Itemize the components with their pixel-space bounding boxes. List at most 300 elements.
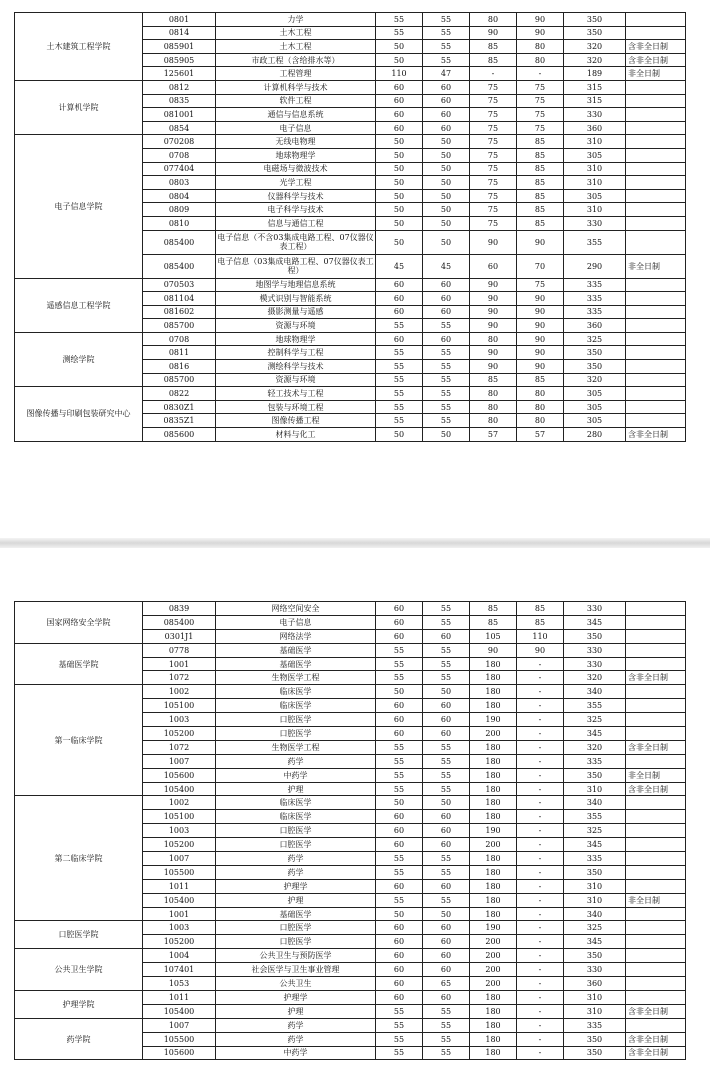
total-score-cell: 280 [564,428,626,442]
politics-score-cell: 55 [376,319,423,333]
subject1-score-cell: 85 [470,40,517,54]
note-cell: 非全日制 [626,254,686,278]
subject1-score-cell: 75 [470,94,517,108]
total-score-cell: 360 [564,121,626,135]
subject2-score-cell: 75 [517,108,564,122]
politics-score-cell: 60 [376,80,423,94]
english-score-cell: 60 [423,629,470,643]
english-score-cell: 55 [423,400,470,414]
major-code-cell: 085905 [143,53,216,67]
politics-score-cell: 55 [376,346,423,360]
major-code-cell: 081001 [143,108,216,122]
subject2-score-cell: - [517,824,564,838]
total-score-cell: 189 [564,67,626,81]
note-cell [626,121,686,135]
politics-score-cell: 60 [376,810,423,824]
major-name-cell: 资源与环境 [216,373,376,387]
subject2-score-cell: 90 [517,305,564,319]
english-score-cell: 55 [423,671,470,685]
total-score-cell: 305 [564,387,626,401]
total-score-cell: 330 [564,602,626,616]
table-row [15,602,686,616]
subject1-score-cell: 105 [470,629,517,643]
table-row [15,80,686,94]
major-name-cell: 护理 [216,782,376,796]
politics-score-cell: 60 [376,108,423,122]
subject2-score-cell: 90 [517,13,564,27]
major-code-cell: 1003 [143,713,216,727]
total-score-cell: 350 [564,949,626,963]
note-cell [626,162,686,176]
subject1-score-cell: 90 [470,230,517,254]
table-row [15,13,686,27]
major-name-cell: 药学 [216,1018,376,1032]
politics-score-cell: 60 [376,824,423,838]
major-name-cell: 力学 [216,13,376,27]
note-cell [626,935,686,949]
major-name-cell: 图像传播工程 [216,414,376,428]
politics-score-cell: 50 [376,135,423,149]
total-score-cell: 360 [564,977,626,991]
politics-score-cell: 60 [376,727,423,741]
table-row [15,990,686,1004]
major-code-cell: 1007 [143,852,216,866]
total-score-cell: 320 [564,373,626,387]
subject2-score-cell: 90 [517,230,564,254]
total-score-cell: 350 [564,26,626,40]
note-cell [626,727,686,741]
note-cell [626,13,686,27]
major-name-cell: 临床医学 [216,699,376,713]
major-name-cell: 电子信息（03集成电路工程、07仪器仪表工程） [216,254,376,278]
politics-score-cell: 55 [376,26,423,40]
english-score-cell: 55 [423,414,470,428]
note-cell [626,1018,686,1032]
college-name-cell: 电子信息学院 [15,135,143,278]
total-score-cell: 305 [564,414,626,428]
subject2-score-cell: 70 [517,254,564,278]
english-score-cell: 55 [423,346,470,360]
major-name-cell: 基础医学 [216,657,376,671]
college-name-cell: 国家网络安全学院 [15,602,143,644]
politics-score-cell: 60 [376,602,423,616]
major-name-cell: 社会医学与卫生事业管理 [216,963,376,977]
major-code-cell: 0301J1 [143,629,216,643]
major-code-cell: 1011 [143,879,216,893]
note-cell: 非全日制 [626,67,686,81]
major-name-cell: 口腔医学 [216,838,376,852]
total-score-cell: 335 [564,292,626,306]
major-code-cell: 081104 [143,292,216,306]
major-code-cell: 085700 [143,373,216,387]
major-code-cell: 105600 [143,1046,216,1060]
major-code-cell: 125601 [143,67,216,81]
politics-score-cell: 55 [376,1046,423,1060]
english-score-cell: 55 [423,13,470,27]
subject1-score-cell: 200 [470,838,517,852]
major-name-cell: 无线电物理 [216,135,376,149]
note-cell [626,346,686,360]
english-score-cell: 50 [423,428,470,442]
english-score-cell: 60 [423,278,470,292]
major-name-cell: 计算机科学与技术 [216,80,376,94]
subject2-score-cell: 85 [517,615,564,629]
subject1-score-cell: 90 [470,360,517,374]
english-score-cell: 55 [423,768,470,782]
politics-score-cell: 55 [376,865,423,879]
major-code-cell: 085901 [143,40,216,54]
major-name-cell: 光学工程 [216,176,376,190]
politics-score-cell: 55 [376,1004,423,1018]
total-score-cell: 330 [564,216,626,230]
major-code-cell: 0708 [143,148,216,162]
english-score-cell: 60 [423,727,470,741]
politics-score-cell: 50 [376,230,423,254]
politics-score-cell: 60 [376,94,423,108]
note-cell [626,657,686,671]
major-code-cell: 081602 [143,305,216,319]
college-name-cell: 口腔医学院 [15,921,143,949]
subject1-score-cell: 180 [470,893,517,907]
english-score-cell: 50 [423,796,470,810]
total-score-cell: 350 [564,865,626,879]
major-code-cell: 1001 [143,907,216,921]
total-score-cell: 350 [564,1046,626,1060]
politics-score-cell: 55 [376,1018,423,1032]
subject1-score-cell: 90 [470,346,517,360]
major-code-cell: 105500 [143,1032,216,1046]
english-score-cell: 55 [423,1032,470,1046]
subject1-score-cell: 180 [470,810,517,824]
english-score-cell: 55 [423,1018,470,1032]
total-score-cell: 330 [564,657,626,671]
politics-score-cell: 45 [376,254,423,278]
note-cell [626,292,686,306]
note-cell [626,305,686,319]
note-cell: 含非全日制 [626,740,686,754]
english-score-cell: 60 [423,810,470,824]
subject1-score-cell: 180 [470,796,517,810]
english-score-cell: 60 [423,332,470,346]
college-name-cell: 第一临床学院 [15,685,143,796]
major-code-cell: 1001 [143,657,216,671]
major-name-cell: 材料与化工 [216,428,376,442]
english-score-cell: 55 [423,1004,470,1018]
major-name-cell: 临床医学 [216,810,376,824]
politics-score-cell: 55 [376,852,423,866]
note-cell: 含非全日制 [626,782,686,796]
subject2-score-cell: - [517,754,564,768]
politics-score-cell: 50 [376,53,423,67]
major-code-cell: 0812 [143,80,216,94]
major-name-cell: 药学 [216,865,376,879]
politics-score-cell: 50 [376,148,423,162]
politics-score-cell: 60 [376,278,423,292]
note-cell [626,615,686,629]
total-score-cell: 345 [564,935,626,949]
note-cell [626,135,686,149]
subject2-score-cell: - [517,67,564,81]
note-cell [626,810,686,824]
subject1-score-cell: 180 [470,768,517,782]
major-name-cell: 护理学 [216,879,376,893]
english-score-cell: 60 [423,921,470,935]
subject1-score-cell: - [470,67,517,81]
subject2-score-cell: 80 [517,40,564,54]
total-score-cell: 290 [564,254,626,278]
total-score-cell: 305 [564,148,626,162]
major-name-cell: 地球物理学 [216,148,376,162]
subject2-score-cell: - [517,879,564,893]
subject1-score-cell: 190 [470,713,517,727]
note-cell [626,26,686,40]
politics-score-cell: 50 [376,428,423,442]
subject2-score-cell: - [517,1018,564,1032]
subject1-score-cell: 85 [470,602,517,616]
english-score-cell: 60 [423,121,470,135]
politics-score-cell: 60 [376,935,423,949]
politics-score-cell: 50 [376,685,423,699]
note-cell [626,373,686,387]
total-score-cell: 310 [564,162,626,176]
major-code-cell: 0835 [143,94,216,108]
major-name-cell: 口腔医学 [216,921,376,935]
note-cell [626,852,686,866]
politics-score-cell: 60 [376,977,423,991]
total-score-cell: 360 [564,319,626,333]
english-score-cell: 55 [423,26,470,40]
note-cell [626,360,686,374]
college-name-cell: 遥感信息工程学院 [15,278,143,332]
note-cell: 含非全日制 [626,1004,686,1018]
note-cell [626,629,686,643]
subject1-score-cell: 200 [470,977,517,991]
total-score-cell: 305 [564,400,626,414]
major-name-cell: 土木工程 [216,40,376,54]
subject2-score-cell: 85 [517,373,564,387]
total-score-cell: 350 [564,629,626,643]
note-cell [626,879,686,893]
politics-score-cell: 60 [376,121,423,135]
english-score-cell: 50 [423,162,470,176]
table-row [15,278,686,292]
note-cell [626,713,686,727]
subject2-score-cell: 57 [517,428,564,442]
politics-score-cell: 60 [376,713,423,727]
politics-score-cell: 60 [376,838,423,852]
note-cell [626,387,686,401]
college-name-cell: 公共卫生学院 [15,949,143,991]
total-score-cell: 310 [564,990,626,1004]
total-score-cell: 345 [564,727,626,741]
subject2-score-cell: 90 [517,26,564,40]
major-code-cell: 0801 [143,13,216,27]
score-table-body [15,13,686,442]
english-score-cell: 55 [423,852,470,866]
document-page-1 [0,0,710,540]
subject2-score-cell: - [517,768,564,782]
major-name-cell: 药学 [216,754,376,768]
major-name-cell: 电子信息（不含03集成电路工程、07仪器仪表工程） [216,230,376,254]
subject2-score-cell: - [517,852,564,866]
table-row [15,921,686,935]
politics-score-cell: 50 [376,162,423,176]
note-cell [626,176,686,190]
total-score-cell: 320 [564,671,626,685]
politics-score-cell: 55 [376,373,423,387]
english-score-cell: 50 [423,135,470,149]
major-code-cell: 1007 [143,1018,216,1032]
english-score-cell: 55 [423,893,470,907]
english-score-cell: 50 [423,148,470,162]
total-score-cell: 320 [564,53,626,67]
subject2-score-cell: - [517,935,564,949]
table-row [15,332,686,346]
major-name-cell: 电子信息 [216,121,376,135]
politics-score-cell: 60 [376,699,423,713]
major-code-cell: 0804 [143,189,216,203]
total-score-cell: 325 [564,713,626,727]
major-code-cell: 0854 [143,121,216,135]
major-code-cell: 105500 [143,865,216,879]
subject2-score-cell: - [517,713,564,727]
note-cell: 含非全日制 [626,1046,686,1060]
college-name-cell: 土木建筑工程学院 [15,13,143,81]
major-code-cell: 1072 [143,740,216,754]
note-cell [626,865,686,879]
english-score-cell: 55 [423,387,470,401]
total-score-cell: 355 [564,230,626,254]
english-score-cell: 55 [423,615,470,629]
college-name-cell: 第二临床学院 [15,796,143,921]
politics-score-cell: 50 [376,40,423,54]
politics-score-cell: 60 [376,921,423,935]
subject1-score-cell: 180 [470,671,517,685]
subject1-score-cell: 190 [470,824,517,838]
politics-score-cell: 55 [376,1032,423,1046]
subject2-score-cell: 75 [517,94,564,108]
table-row [15,135,686,149]
major-code-cell: 0830Z1 [143,400,216,414]
note-cell [626,643,686,657]
note-cell: 非全日制 [626,768,686,782]
subject2-score-cell: - [517,838,564,852]
politics-score-cell: 50 [376,216,423,230]
subject1-score-cell: 75 [470,162,517,176]
major-code-cell: 0822 [143,387,216,401]
note-cell [626,824,686,838]
note-cell [626,94,686,108]
english-score-cell: 50 [423,176,470,190]
major-code-cell: 0809 [143,203,216,217]
subject2-score-cell: - [517,1004,564,1018]
english-score-cell: 50 [423,907,470,921]
major-name-cell: 模式识别与智能系统 [216,292,376,306]
subject2-score-cell: 80 [517,387,564,401]
subject2-score-cell: 90 [517,643,564,657]
major-code-cell: 105100 [143,810,216,824]
subject2-score-cell: 80 [517,400,564,414]
note-cell [626,838,686,852]
major-code-cell: 105600 [143,768,216,782]
major-name-cell: 控制科学与工程 [216,346,376,360]
major-code-cell: 0814 [143,26,216,40]
subject2-score-cell: - [517,949,564,963]
note-cell: 含非全日制 [626,428,686,442]
subject2-score-cell: - [517,865,564,879]
politics-score-cell: 50 [376,189,423,203]
subject1-score-cell: 180 [470,754,517,768]
total-score-cell: 335 [564,852,626,866]
subject1-score-cell: 85 [470,373,517,387]
politics-score-cell: 55 [376,782,423,796]
major-name-cell: 生物医学工程 [216,740,376,754]
english-score-cell: 50 [423,230,470,254]
subject2-score-cell: 85 [517,176,564,190]
subject1-score-cell: 80 [470,387,517,401]
note-cell [626,602,686,616]
politics-score-cell: 60 [376,305,423,319]
major-name-cell: 电子信息 [216,615,376,629]
note-cell [626,414,686,428]
subject2-score-cell: - [517,685,564,699]
table-row [15,1018,686,1032]
subject1-score-cell: 85 [470,53,517,67]
subject1-score-cell: 90 [470,292,517,306]
note-cell [626,963,686,977]
subject2-score-cell: 85 [517,162,564,176]
politics-score-cell: 55 [376,893,423,907]
english-score-cell: 60 [423,108,470,122]
table-row [15,685,686,699]
subject1-score-cell: 180 [470,1046,517,1060]
major-code-cell: 1011 [143,990,216,1004]
subject2-score-cell: - [517,963,564,977]
politics-score-cell: 60 [376,963,423,977]
total-score-cell: 315 [564,94,626,108]
subject2-score-cell: 85 [517,148,564,162]
english-score-cell: 47 [423,67,470,81]
english-score-cell: 55 [423,865,470,879]
total-score-cell: 355 [564,810,626,824]
subject1-score-cell: 90 [470,643,517,657]
major-code-cell: 085400 [143,254,216,278]
subject1-score-cell: 75 [470,135,517,149]
subject1-score-cell: 180 [470,1018,517,1032]
english-score-cell: 60 [423,699,470,713]
subject2-score-cell: 90 [517,360,564,374]
note-cell [626,754,686,768]
politics-score-cell: 110 [376,67,423,81]
english-score-cell: 50 [423,685,470,699]
note-cell [626,907,686,921]
english-score-cell: 50 [423,216,470,230]
note-cell [626,80,686,94]
subject2-score-cell: 85 [517,135,564,149]
note-cell [626,400,686,414]
subject1-score-cell: 75 [470,108,517,122]
major-code-cell: 105200 [143,935,216,949]
major-name-cell: 护理学 [216,990,376,1004]
total-score-cell: 340 [564,796,626,810]
subject1-score-cell: 90 [470,26,517,40]
total-score-cell: 355 [564,699,626,713]
total-score-cell: 310 [564,879,626,893]
subject2-score-cell: 80 [517,53,564,67]
major-name-cell: 资源与环境 [216,319,376,333]
subject2-score-cell: - [517,796,564,810]
subject2-score-cell: - [517,977,564,991]
